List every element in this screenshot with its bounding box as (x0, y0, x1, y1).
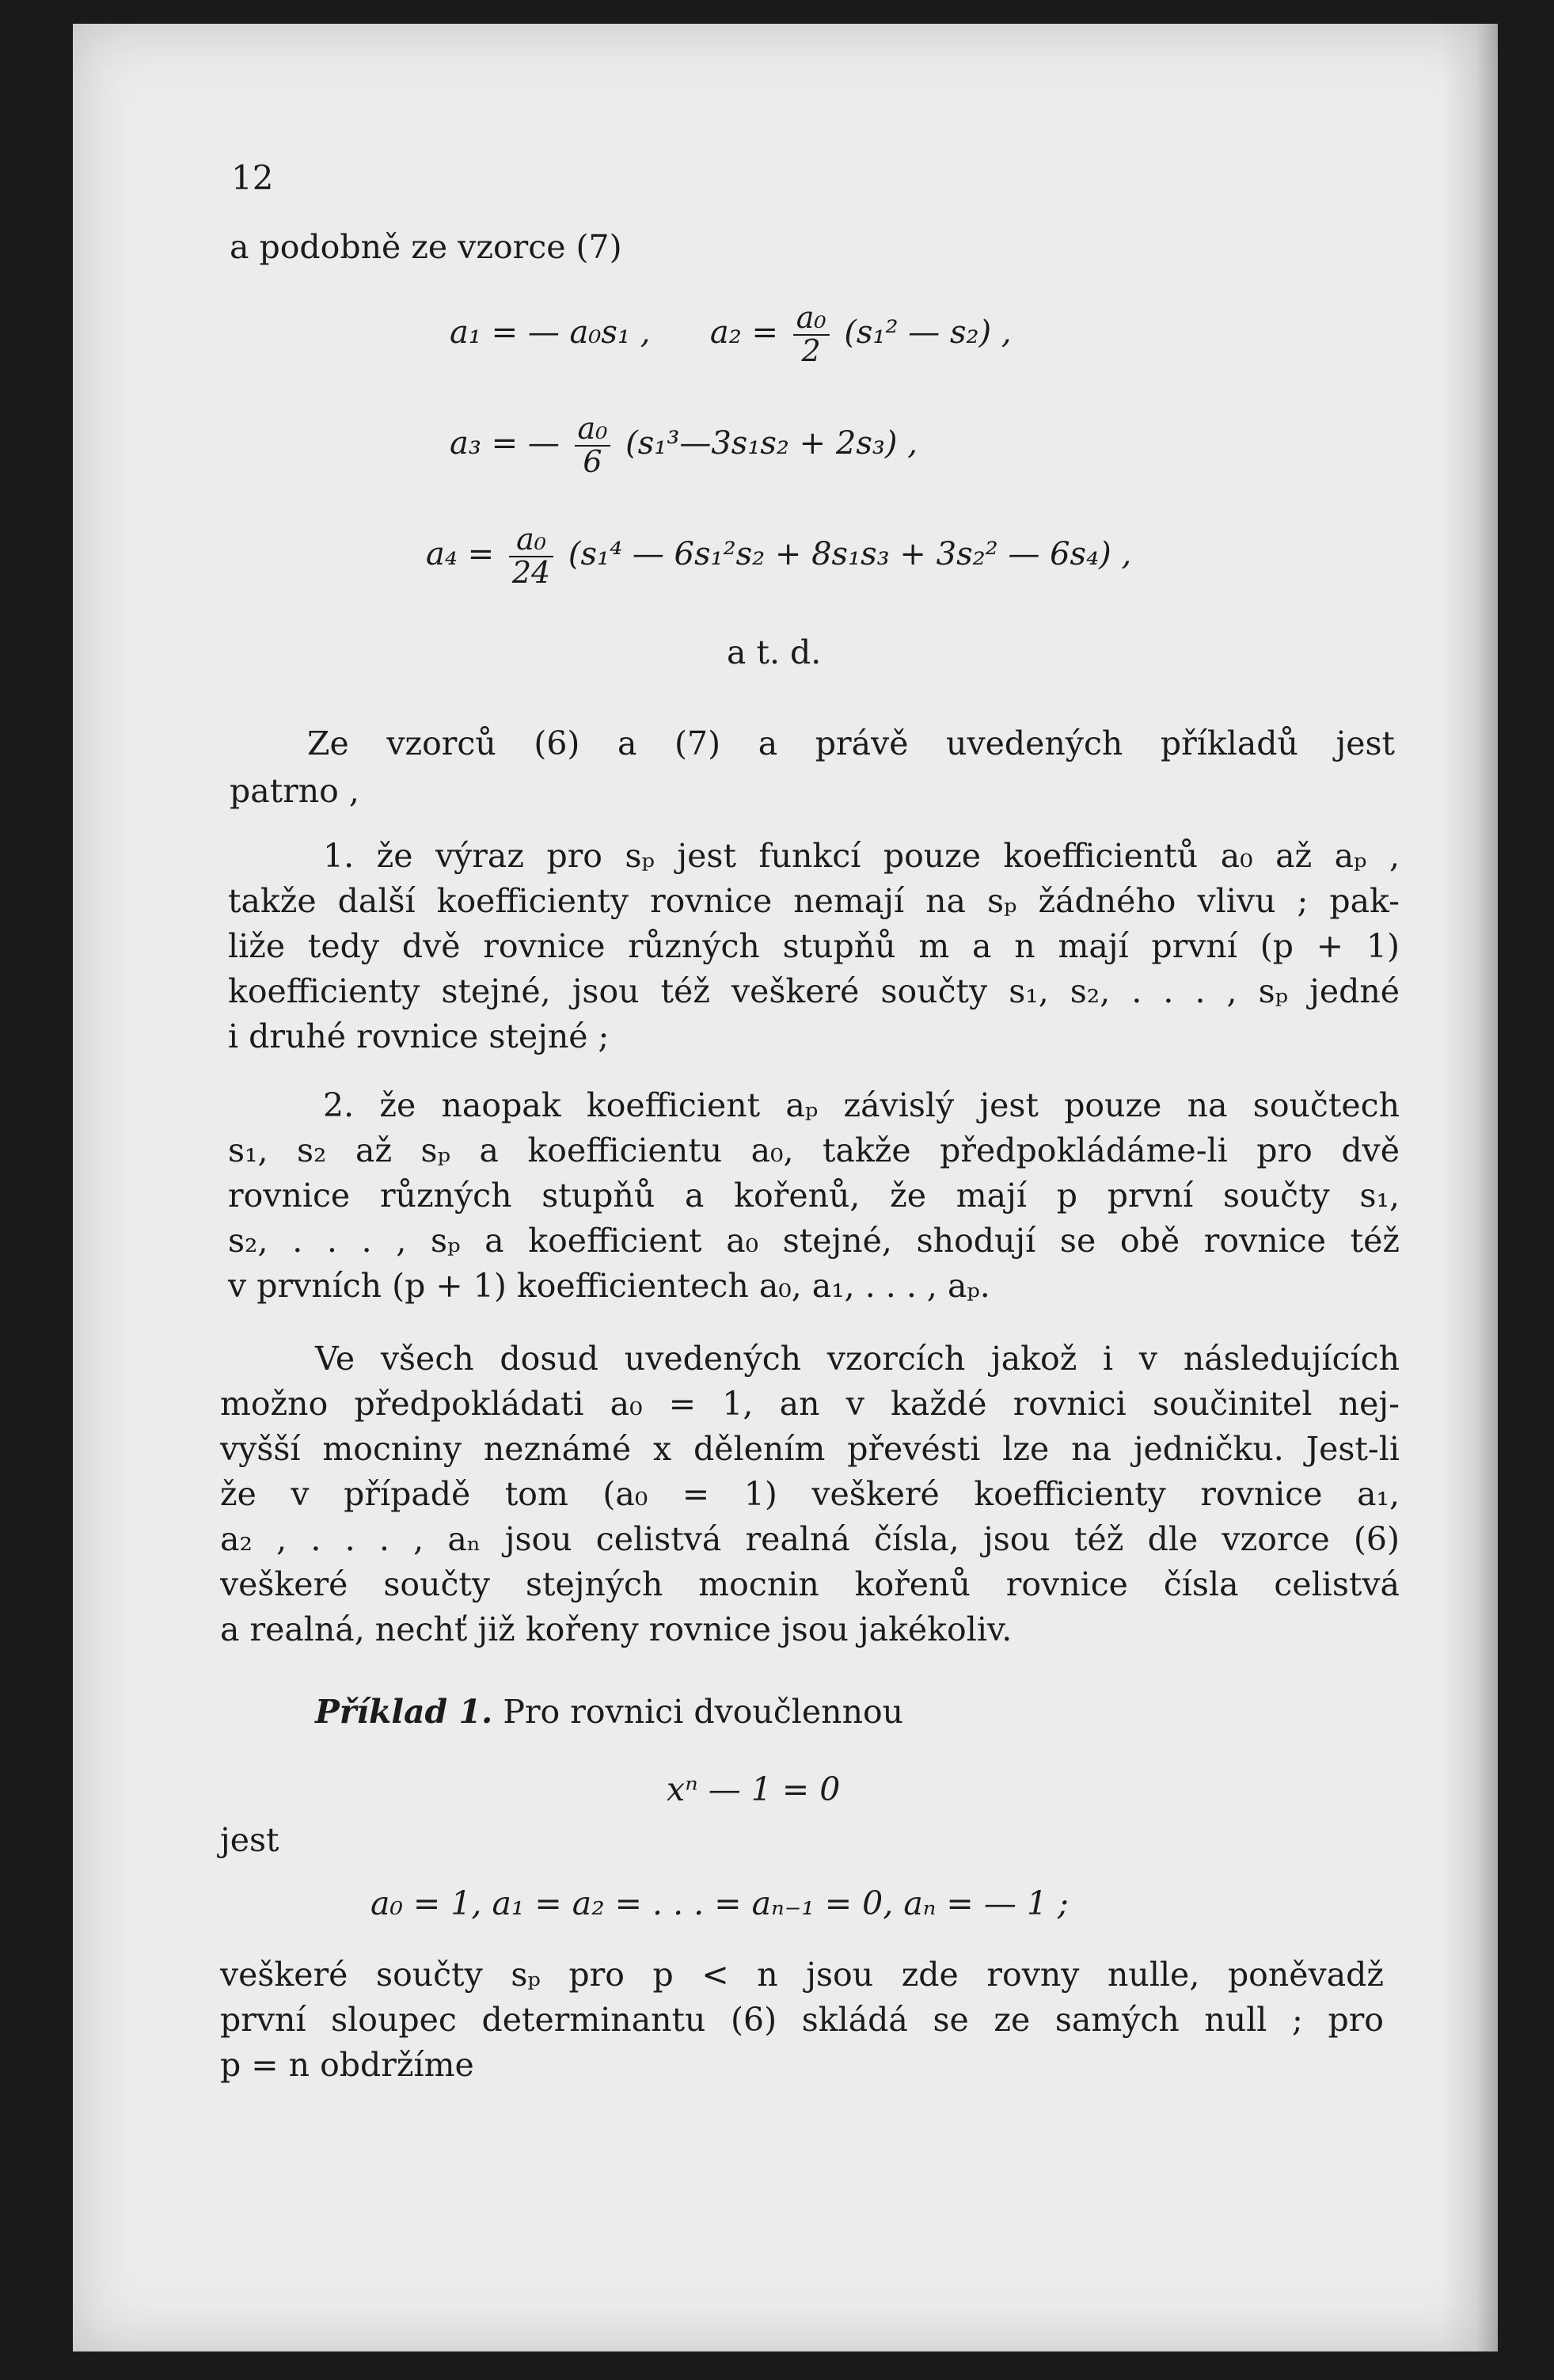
formula-a2-numerator: a₀ (793, 302, 830, 336)
intro-line: a podobně ze vzorce (7) (230, 228, 622, 266)
example-caption-rest: Pro rovnici dvoučlennou (503, 1693, 904, 1731)
para5-line-3: p = n obdržíme (220, 2046, 474, 2084)
formula-a2-lhs: a₂ = (709, 314, 778, 351)
para2-line-5: i druhé rovnice stejné ; (228, 1017, 610, 1055)
example-jest: jest (220, 1821, 279, 1859)
formula-a3-rhs: (s₁³—3s₁s₂ + 2s₃) , (625, 424, 918, 462)
scanned-page (73, 24, 1498, 2351)
para5-line-2: první sloupec determinantu (6) skládá se ze samých null ; pro (220, 2001, 1384, 2039)
para4-line-3: vyšší mocniny neznámé x dělením převésti lze na jedničku. Jest-li (220, 1430, 1400, 1468)
formula-a4-numerator: a₀ (509, 524, 553, 557)
formula-a2-fraction (793, 302, 830, 367)
example-heading (315, 1693, 903, 1731)
para2-line-1: 1. že výraz pro sₚ jest funkcí pouze koefficientů a₀ až aₚ , (323, 837, 1400, 875)
para3-line-2: s₁, s₂ až sₚ a koefficientu a₀, takže předpokládáme-li pro dvě (228, 1131, 1400, 1169)
formula-a4-rhs: (s₁⁴ — 6s₁²s₂ + 8s₁s₃ + 3s₂² — 6s₄) , (568, 535, 1132, 572)
formula-a4 (426, 524, 1131, 589)
formula-a2-denominator: 2 (801, 333, 821, 368)
formula-a3-lhs: a₃ = — (450, 424, 560, 462)
para1-line-2: patrno , (230, 772, 359, 810)
page-number: 12 (231, 158, 274, 197)
para1-line-1: Ze vzorců (6) a (7) a právě uvedených příkladů jest (307, 724, 1395, 762)
formula-a3 (450, 413, 918, 478)
para2-line-2: takže další koefficienty rovnice nemají na sₚ žádného vlivu ; pak- (228, 882, 1400, 920)
para4-line-4: že v případě tom (a₀ = 1) veškeré koefficienty rovnice a₁, (220, 1475, 1400, 1513)
para3-line-1: 2. že naopak koefficient aₚ závislý jest pouze na součtech (323, 1086, 1400, 1124)
formula-a4-denominator: 24 (511, 554, 551, 590)
formula-a2-rhs: (s₁² — s₂) , (844, 314, 1012, 351)
formula-a4-lhs: a₄ = (426, 535, 495, 572)
para3-line-4: s₂, . . . , sₚ a koefficient a₀ stejné, shodují se obě rovnice též (228, 1222, 1400, 1260)
para4-line-7: a realná, nechť již kořeny rovnice jsou jakékoliv. (220, 1610, 1013, 1648)
etc-line: a t. d. (727, 633, 822, 671)
formula-a4-fraction (509, 524, 553, 589)
para3-line-5: v prvních (p + 1) koefficientech a₀, a₁, . . . , aₚ. (228, 1267, 990, 1305)
example-equation-1: xⁿ — 1 = 0 (667, 1770, 841, 1808)
formula-a3-denominator: 6 (583, 443, 602, 479)
formula-a1-text: a₁ = — a₀s₁ , (450, 314, 651, 351)
formula-a3-fraction (575, 413, 611, 478)
para4-line-1: Ve všech dosud uvedených vzorcích jakož i v následujících (315, 1340, 1400, 1378)
para3-line-3: rovnice různých stupňů a kořenů, že mají p první součty s₁, (228, 1177, 1400, 1215)
para4-line-5: a₂ , . . . , aₙ jsou celistvá realná čísla, jsou též dle vzorce (6) (220, 1520, 1400, 1558)
example-equation-2: a₀ = 1, a₁ = a₂ = . . . = aₙ₋₁ = 0, aₙ = — 1 ; (370, 1884, 1069, 1922)
formula-a3-numerator: a₀ (575, 413, 611, 447)
para4-line-6: veškeré součty stejných mocnin kořenů rovnice čísla celistvá (220, 1565, 1400, 1603)
para4-line-2: možno předpokládati a₀ = 1, an v každé rovnici součinitel nej- (220, 1385, 1400, 1423)
para2-line-4: koefficienty stejné, jsou též veškeré součty s₁, s₂, . . . , sₚ jedné (228, 972, 1400, 1010)
formula-a1 (450, 302, 1012, 367)
example-caption: Příklad 1. (315, 1693, 493, 1731)
para5-line-1: veškeré součty sₚ pro p < n jsou zde rovny nulle, poněvadž (220, 1956, 1384, 1994)
page-shadow-edge (1442, 24, 1498, 2351)
para2-line-3: liže tedy dvě rovnice různých stupňů m a n mají první (p + 1) (228, 927, 1400, 965)
